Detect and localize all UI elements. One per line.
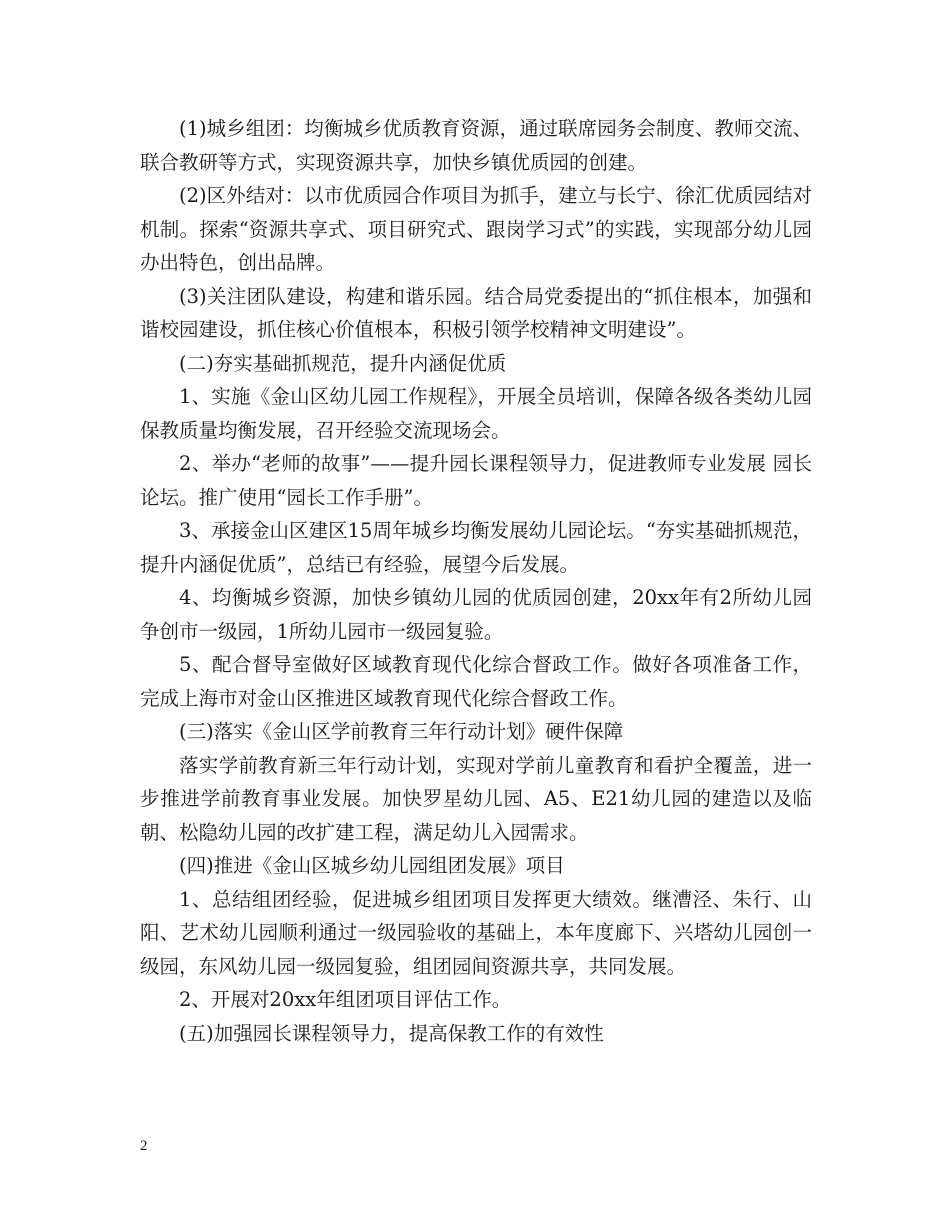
paragraph-item-4: 4、均衡城乡资源，加快乡镇幼儿园的优质园创建，20xx年有2所幼儿园争创市一级园，1所幼儿园市一级园复验。 bbox=[140, 586, 812, 643]
section-heading-2: (二)夯实基础抓规范，提升内涵促优质 bbox=[179, 351, 507, 375]
document-body bbox=[140, 112, 812, 1050]
paragraph-three-year-plan: 落实学前教育新三年行动计划，实现对学前儿童教育和看护全覆盖，进一步推进学前教育事业发展。加快罗星幼儿园、A5、E21幼儿园的建造以及临朝、松隐幼儿园的改扩建工程，满足幼儿入园需求。 bbox=[140, 753, 812, 844]
paragraph-group-item-2: 2、开展对20xx年组团项目评估工作。 bbox=[179, 988, 512, 1011]
paragraph-item-3: 3、承接金山区建区15周年城乡均衡发展幼儿园论坛。“夯实基础抓规范，提升内涵促优质”，总结已有经验，展望今后发展。 bbox=[140, 519, 812, 576]
paragraph-group-item-1: 1、总结组团经验，促进城乡组团项目发挥更大绩效。继漕泾、朱行、山阳、艺术幼儿园顺利通过一级园验收的基础上，本年度廊下、兴塔幼儿园创一级园，东风幼儿园一级园复验，组团园间资源共享，共同发展。 bbox=[140, 887, 812, 978]
paragraph-team-building: (3)关注团队建设，构建和谐乐园。结合局党委提出的“抓住根本，加强和谐校园建设，抓住核心价值根本，积极引领学校精神文明建设”。 bbox=[140, 284, 812, 341]
section-heading-5: (五)加强园长课程领导力，提高保教工作的有效性 bbox=[179, 1021, 604, 1045]
section-heading-4: (四)推进《金山区城乡幼儿园组团发展》项目 bbox=[179, 854, 565, 877]
paragraph-item-2: 2、举办“老师的故事”——提升园长课程领导力，促进教师专业发展 园长论坛。推广使用“园长工作手册”。 bbox=[140, 452, 812, 509]
section-heading-3: (三)落实《金山区学前教育三年行动计划》硬件保障 bbox=[179, 720, 624, 743]
paragraph-city-rural-group: (1)城乡组团：均衡城乡优质教育资源，通过联席园务会制度、教师交流、联合教研等方式，实现资源共享，加快乡镇优质园的创建。 bbox=[140, 117, 812, 174]
paragraph-item-5: 5、配合督导室做好区域教育现代化综合督政工作。做好各项准备工作，完成上海市对金山区推进区域教育现代化综合督政工作。 bbox=[140, 653, 812, 710]
paragraph-item-1: 1、实施《金山区幼儿园工作规程》，开展全员培训，保障各级各类幼儿园保教质量均衡发展，召开经验交流现场会。 bbox=[140, 385, 812, 442]
page-number: 2 bbox=[140, 1138, 148, 1154]
paragraph-external-pairing: (2)区外结对：以市优质园合作项目为抓手，建立与长宁、徐汇优质园结对机制。探索“资源共享式、项目研究式、跟岗学习式”的实践，实现部分幼儿园办出特色，创出品牌。 bbox=[140, 184, 812, 274]
